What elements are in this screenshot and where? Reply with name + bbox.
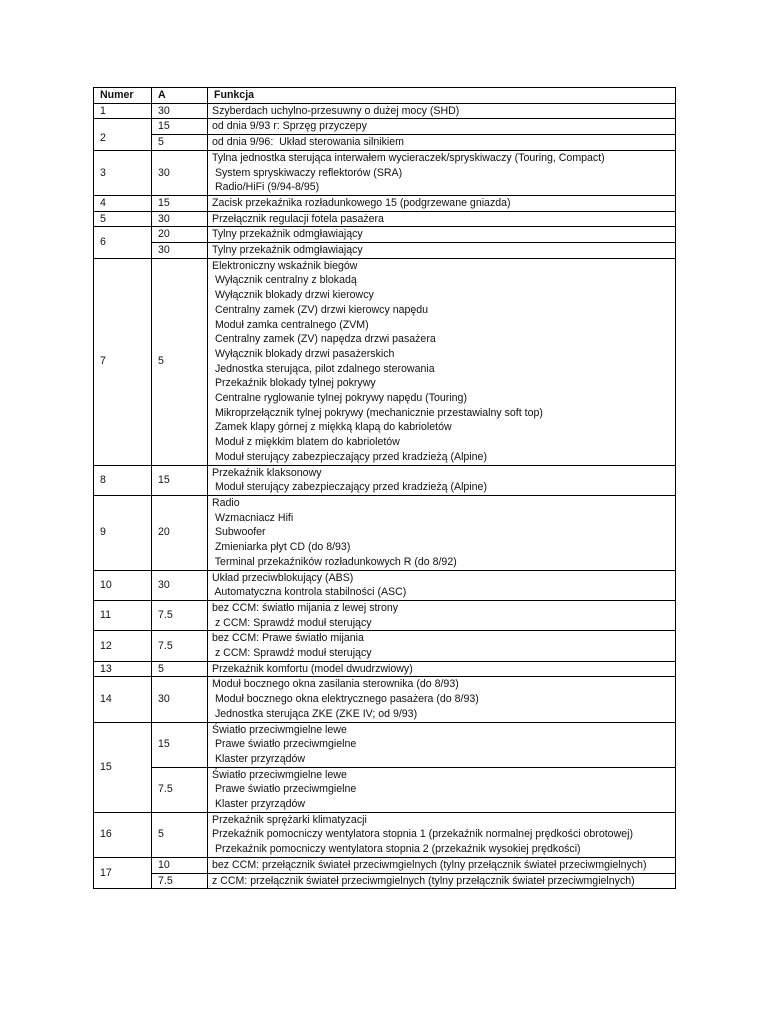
cell-funkcja: [208, 661, 676, 677]
cell-a: 5: [152, 258, 208, 465]
funkcja-line: Moduł sterujący zabezpieczający przed kradzieżą (Alpine): [212, 481, 487, 494]
cell-funkcja: [208, 677, 676, 722]
cell-funkcja: [208, 150, 676, 195]
funkcja-line: Automatyczna kontrola stabilności (ASC): [212, 586, 407, 599]
cell-numer: 13: [94, 661, 152, 677]
funkcja-line: Klaster przyrządów: [212, 752, 306, 765]
cell-numer: 14: [94, 677, 152, 722]
funkcja-line: Przekaźnik komfortu (model dwudrzwiowy): [212, 662, 413, 675]
cell-a: 7.5: [152, 600, 208, 630]
cell-a: 15: [152, 119, 208, 135]
table-row: [94, 243, 676, 259]
cell-funkcja: [208, 465, 676, 495]
funkcja-line: Moduł sterujący zabezpieczający przed kradzieżą (Alpine): [212, 450, 487, 463]
funkcja-line: Klaster przyrządów: [212, 798, 306, 811]
header-row: [94, 88, 676, 104]
funkcja-line: Prawe światło przeciwmgielne: [212, 783, 357, 796]
header-a: A: [152, 88, 208, 104]
cell-funkcja: [208, 600, 676, 630]
table-row: [94, 103, 676, 119]
table-row: [94, 722, 676, 767]
cell-numer: 5: [94, 211, 152, 227]
header-funkcja: Funkcja: [208, 88, 676, 104]
funkcja-line: Moduł bocznego okna elektrycznego pasażera (do 8/93): [212, 693, 479, 706]
funkcja-line: Jednostka sterująca, pilot zdalnego sterowania: [212, 362, 435, 375]
table-row: [94, 812, 676, 857]
cell-numer: 1: [94, 103, 152, 119]
funkcja-line: Tylny przekaźnik odmgławiający: [212, 228, 363, 241]
header-numer: Numer: [94, 88, 152, 104]
table-row: [94, 227, 676, 243]
funkcja-line: Wyłącznik blokady drzwi pasażerskich: [212, 347, 395, 360]
funkcja-line: Wyłącznik blokady drzwi kierowcy: [212, 289, 374, 302]
cell-numer: 3: [94, 150, 152, 195]
table-row: [94, 631, 676, 661]
funkcja-line: Subwoofer: [212, 526, 266, 539]
cell-a: 15: [152, 465, 208, 495]
funkcja-line: z CCM: Sprawdź moduł sterujący: [212, 616, 372, 629]
funkcja-line: Prawe światło przeciwmgielne: [212, 738, 357, 751]
cell-numer: 17: [94, 857, 152, 888]
funkcja-line: Wyłącznik centralny z blokadą: [212, 274, 357, 287]
cell-a: 7.5: [152, 767, 208, 812]
funkcja-line: Centralne ryglowanie tylnej pokrywy napędu (Touring): [212, 392, 467, 405]
funkcja-line: Wzmacniacz Hifi: [212, 511, 294, 524]
funkcja-line: Przełącznik regulacji fotela pasażera: [212, 212, 384, 225]
cell-funkcja: [208, 258, 676, 465]
cell-a: 30: [152, 677, 208, 722]
funkcja-line: Tylna jednostka sterująca interwałem wycieraczek/spryskiwaczy (Touring, Compact): [212, 151, 605, 164]
funkcja-line: Światło przeciwmgielne lewe: [212, 723, 347, 736]
cell-numer: 6: [94, 227, 152, 258]
funkcja-line: Zmieniarka płyt CD (do 8/93): [212, 541, 351, 554]
table-row: [94, 600, 676, 630]
table-row: [94, 211, 676, 227]
funkcja-line: Moduł bocznego okna zasilania sterownika (do 8/93): [212, 678, 459, 691]
table-row: [94, 195, 676, 211]
cell-funkcja: [208, 873, 676, 889]
cell-a: 30: [152, 570, 208, 600]
cell-funkcja: [208, 722, 676, 767]
cell-a: 15: [152, 195, 208, 211]
table-row: [94, 495, 676, 570]
cell-numer: 9: [94, 495, 152, 570]
cell-numer: 8: [94, 465, 152, 495]
fuse-table: [93, 87, 676, 889]
table-row: [94, 570, 676, 600]
funkcja-line: Elektroniczny wskaźnik biegów: [212, 259, 358, 272]
funkcja-line: System spryskiwaczy reflektorów (SRA): [212, 166, 403, 179]
funkcja-line: z CCM: Sprawdź moduł sterujący: [212, 647, 372, 660]
funkcja-line: Moduł z miękkim blatem do kabrioletów: [212, 436, 400, 449]
table-row: [94, 150, 676, 195]
cell-numer: 7: [94, 258, 152, 465]
cell-funkcja: [208, 103, 676, 119]
cell-funkcja: [208, 243, 676, 259]
cell-a: 7.5: [152, 873, 208, 889]
cell-numer: 4: [94, 195, 152, 211]
funkcja-line: Przekaźnik klaksonowy: [212, 466, 322, 479]
cell-a: 20: [152, 495, 208, 570]
table-row: [94, 767, 676, 812]
funkcja-line: Terminal przekaźników rozładunkowych R (do 8/92): [212, 555, 457, 568]
cell-funkcja: [208, 495, 676, 570]
funkcja-line: z CCM: przełącznik świateł przeciwmgielnych (tylny przełącznik świateł przeciwmgielnych): [212, 874, 635, 887]
funkcja-line: Zamek klapy górnej z miękką klapą do kabrioletów: [212, 421, 452, 434]
cell-a: 30: [152, 243, 208, 259]
cell-funkcja: [208, 211, 676, 227]
funkcja-line: Zacisk przekaźnika rozładunkowego 15 (podgrzewane gniazda): [212, 196, 511, 209]
funkcja-line: Przekaźnik blokady tylnej pokrywy: [212, 377, 376, 390]
cell-funkcja: [208, 195, 676, 211]
table-row: [94, 465, 676, 495]
funkcja-line: Przekaźnik pomocniczy wentylatora stopnia 1 (przekaźnik normalnej prędkości obrotowej): [212, 828, 633, 841]
table-row: [94, 857, 676, 873]
funkcja-line: Centralny zamek (ZV) drzwi kierowcy napędu: [212, 303, 429, 316]
funkcja-line: Światło przeciwmgielne lewe: [212, 768, 347, 781]
cell-numer: 12: [94, 631, 152, 661]
funkcja-line: Tylny przekaźnik odmgławiający: [212, 244, 363, 257]
funkcja-line: Jednostka sterująca ZKE (ZKE IV; od 9/93): [212, 707, 418, 720]
cell-a: 7.5: [152, 631, 208, 661]
funkcja-line: bez CCM: przełącznik świateł przeciwmgielnych (tylny przełącznik świateł przeciwmgielnych): [212, 858, 647, 871]
cell-a: 5: [152, 661, 208, 677]
cell-a: 20: [152, 227, 208, 243]
cell-funkcja: [208, 119, 676, 135]
funkcja-line: od dnia 9/96: Układ sterowania silnikiem: [212, 136, 404, 149]
cell-a: 10: [152, 857, 208, 873]
table-row: [94, 135, 676, 151]
table-row: [94, 677, 676, 722]
cell-funkcja: [208, 570, 676, 600]
cell-numer: 16: [94, 812, 152, 857]
funkcja-line: od dnia 9/93 r: Sprzęg przyczepy: [212, 120, 367, 133]
funkcja-line: Radio/HiFi (9/94-8/95): [212, 181, 320, 194]
table-row: [94, 258, 676, 465]
funkcja-line: Mikroprzełącznik tylnej pokrywy (mechanicznie przestawialny soft top): [212, 406, 543, 419]
funkcja-line: Moduł zamka centralnego (ZVM): [212, 318, 369, 331]
funkcja-line: Centralny zamek (ZV) napędza drzwi pasażera: [212, 333, 436, 346]
funkcja-line: Szyberdach uchylno-przesuwny o dużej mocy (SHD): [212, 104, 460, 117]
funkcja-line: bez CCM: światło mijania z lewej strony: [212, 601, 399, 614]
cell-a: 30: [152, 211, 208, 227]
cell-a: 30: [152, 103, 208, 119]
funkcja-line: Przekaźnik sprężarki klimatyzacji: [212, 813, 367, 826]
cell-a: 5: [152, 812, 208, 857]
cell-a: 30: [152, 150, 208, 195]
cell-funkcja: [208, 631, 676, 661]
funkcja-line: Układ przeciwblokujący (ABS): [212, 571, 354, 584]
cell-numer: 15: [94, 722, 152, 812]
cell-funkcja: [208, 135, 676, 151]
table-row: [94, 873, 676, 889]
cell-funkcja: [208, 857, 676, 873]
funkcja-line: bez CCM: Prawe światło mijania: [212, 632, 364, 645]
cell-a: 5: [152, 135, 208, 151]
cell-numer: 2: [94, 119, 152, 150]
cell-numer: 10: [94, 570, 152, 600]
funkcja-line: Przekaźnik pomocniczy wentylatora stopnia 2 (przekaźnik wysokiej prędkości): [212, 843, 581, 856]
cell-numer: 11: [94, 600, 152, 630]
cell-funkcja: [208, 812, 676, 857]
cell-funkcja: [208, 227, 676, 243]
funkcja-line: Radio: [212, 496, 240, 509]
cell-funkcja: [208, 767, 676, 812]
cell-a: 15: [152, 722, 208, 767]
table-row: [94, 661, 676, 677]
table-row: [94, 119, 676, 135]
